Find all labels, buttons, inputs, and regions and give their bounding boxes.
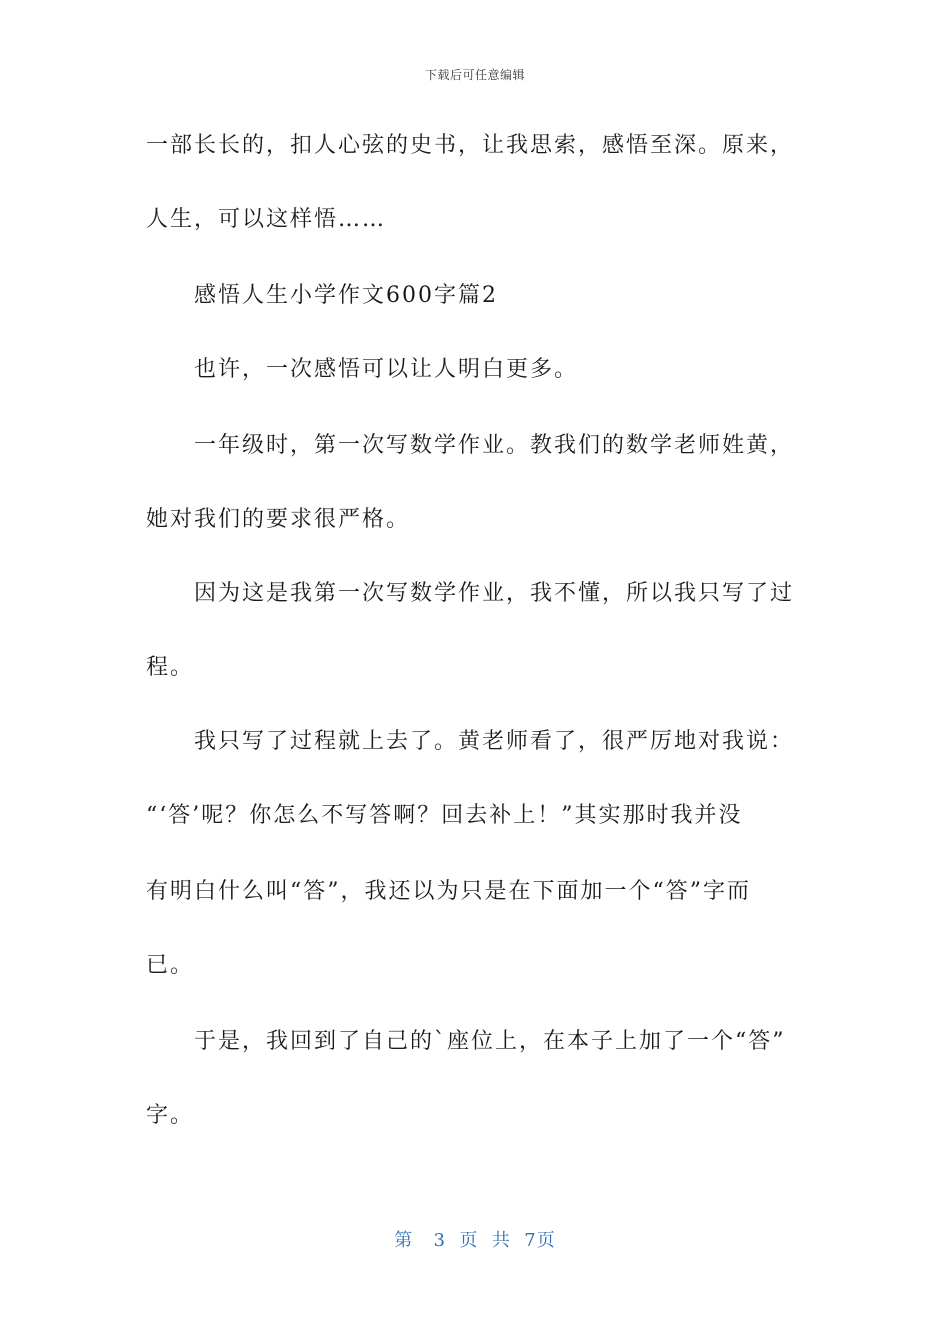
paragraph-line: 字。 bbox=[146, 1103, 195, 1128]
paragraph-line: 因为这是我第一次写数学作业，我不懂，所以我只写了过 bbox=[194, 581, 795, 606]
paragraph-line: 已。 bbox=[146, 953, 195, 978]
paragraph-line: 人生，可以这样悟…… bbox=[146, 207, 387, 232]
section-title: 感悟人生小学作文600字篇2 bbox=[194, 283, 498, 308]
paragraph-line: 一部长长的，扣人心弦的史书，让我思索，感悟至深。原来， bbox=[146, 133, 795, 158]
footer-page-unit: 页 bbox=[459, 1230, 479, 1251]
paragraph-line: 于是，我回到了自己的`座位上，在本子上加了一个“答” bbox=[194, 1029, 786, 1054]
footer-current-page: 3 bbox=[433, 1230, 446, 1251]
footer-total-pages: 7页 bbox=[524, 1230, 556, 1251]
paragraph-line: 程。 bbox=[146, 655, 195, 680]
footer-total-word: 共 bbox=[491, 1230, 511, 1251]
footer-page-word: 第 bbox=[394, 1230, 414, 1251]
paragraph-line: 有明白什么叫“答”，我还以为只是在下面加一个“答”字而 bbox=[146, 879, 751, 904]
page-header: 下载后可任意编辑 bbox=[424, 68, 525, 82]
page-footer bbox=[0, 1226, 950, 1252]
paragraph-line: “‘答’呢？你怎么不写答啊？回去补上！”其实那时我并没 bbox=[146, 803, 743, 828]
paragraph-line: 也许，一次感悟可以让人明白更多。 bbox=[194, 357, 579, 382]
paragraph-line: 她对我们的要求很严格。 bbox=[146, 507, 411, 532]
paragraph-line: 我只写了过程就上去了。黄老师看了，很严厉地对我说： bbox=[194, 729, 795, 754]
paragraph-line: 一年级时，第一次写数学作业。教我们的数学老师姓黄， bbox=[194, 433, 795, 458]
